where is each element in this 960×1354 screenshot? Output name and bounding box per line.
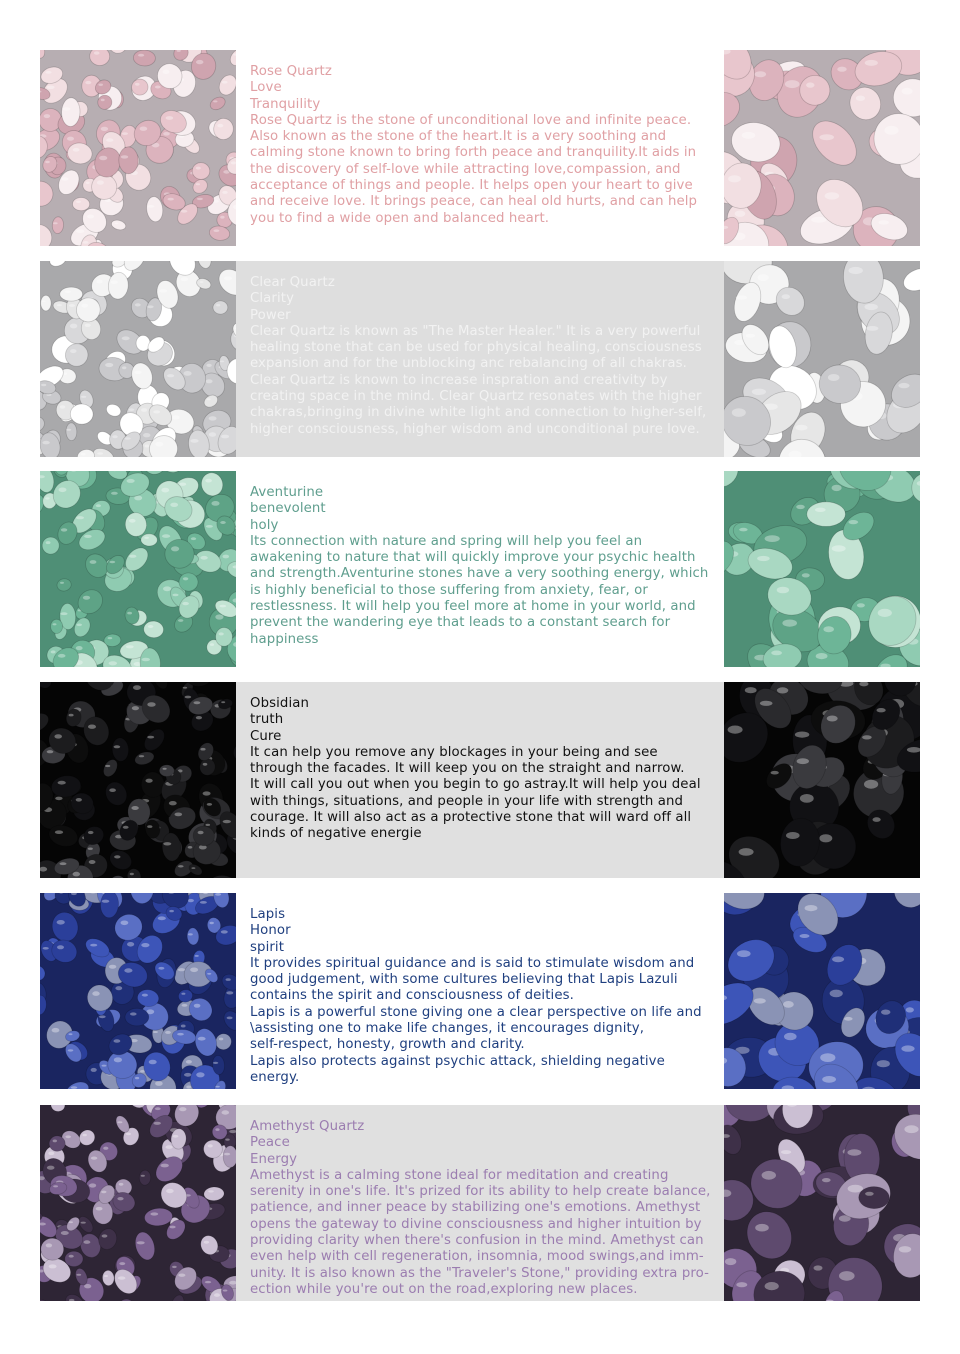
stone-keyword-1: truth: [250, 712, 284, 728]
stone-keyword-1: Clarity: [250, 291, 295, 307]
stone-text: [250, 1119, 720, 1298]
stone-row-lapis: [40, 893, 920, 1089]
stone-name: Lapis: [250, 907, 286, 922]
stone-text: [250, 485, 720, 648]
stone-keyword-2: spirit: [250, 939, 285, 955]
stone-row-amethyst: [40, 1105, 920, 1301]
clear-quartz-chips-photo: [40, 261, 236, 457]
stone-row-aventurine: [40, 471, 920, 667]
stone-text: [250, 275, 720, 438]
stone-keyword-2: Power: [250, 307, 291, 323]
stone-keyword-1: Peace: [250, 1135, 290, 1151]
lapis-tumbled-photo: [724, 893, 920, 1089]
stone-row-obsidian: [40, 682, 920, 878]
stone-name: Aventurine: [250, 485, 324, 500]
rose-quartz-tumbled-photo: [724, 50, 920, 246]
amethyst-tumbled-photo: [724, 1105, 920, 1301]
stone-description: Clear Quartz is known as "The Master Healer." It is a very powerful healing stone that can be used for physical healing, consciousness expansion and for the unblocking anc rebalancing of all chakras. Clear Quartz is known to increase inspration and creativity by creating space in the mind. Clear Quartz resonates with the higher chakras,bringing in divine white light and connection to higher-self, higher consciousness, higher wisdom and unconditional pure love.: [250, 323, 707, 437]
stone-keyword-2: Energy: [250, 1151, 298, 1167]
stone-keyword-1: Love: [250, 80, 282, 96]
stone-name: Clear Quartz: [250, 275, 335, 290]
stone-description: It can help you remove any blockages in your being and see through the facades. It will keep you on the straight and narrow. It will call you out when you begin to go astray.It will help you deal with things, situations, and people in your life with strength and courage. It will also act as a protective stone that will ward off all kinds of negative energie: [250, 744, 701, 842]
stone-description: Amethyst is a calming stone ideal for meditation and creating serenity in one's life. It's prized for its ability to help create balance, patience, and inner peace by stabilizing one's emotions. Amethyst opens the gateway to divine consciousness and higher intuition by providing clarity when there's confusion in the mind. Amethyst can even help with cell regeneration, insomnia, mood swings,and imm- unity. It is also known as the "Traveler's Stone," providing extra pro- ection while you're out on the road,exploring new places.: [250, 1167, 711, 1297]
lapis-chips-photo: [40, 893, 236, 1089]
stone-description: It provides spiritual guidance and is said to stimulate wisdom and good judgement, with some cultures believing that Lapis Lazuli contains the spirit and consciousness of deities. Lapis is a powerful stone giving one a clear perspective on life and \assisting one to make life changes, it encourages dignity, self-respect, honesty, growth and clarity. Lapis also protects against psychic attack, shielding negative energy.: [250, 955, 702, 1085]
aventurine-tumbled-photo: [724, 471, 920, 667]
stone-keyword-2: Cure: [250, 728, 282, 744]
stone-name: Amethyst Quartz: [250, 1119, 365, 1134]
stone-keyword-2: holy: [250, 517, 279, 533]
rose-quartz-chips-photo: [40, 50, 236, 246]
stone-description: Its connection with nature and spring will help you feel an awakening to nature that will quickly improve your psychic health and strength.Aventurine stones have a very soothing energy, which is highly beneficial to those suffering from anxiety, fear, or restlessness. It will help you feel more at home in your world, and prevent the wandering eye that leads to a constant search for happiness: [250, 533, 709, 647]
stone-row-rose-quartz: [40, 50, 920, 246]
stone-row-clear-quartz: [40, 261, 920, 457]
obsidian-tumbled-photo: [724, 682, 920, 878]
amethyst-chips-photo: [40, 1105, 236, 1301]
stone-keyword-1: benevolent: [250, 501, 326, 517]
clear-quartz-points-photo: [724, 261, 920, 457]
stone-name: Obsidian: [250, 696, 310, 711]
stone-name: Rose Quartz: [250, 64, 332, 79]
obsidian-chips-photo: [40, 682, 236, 878]
stone-keyword-2: Tranquility: [250, 96, 321, 112]
stone-keyword-1: Honor: [250, 923, 291, 939]
stone-text: [250, 696, 720, 843]
stone-text: [250, 907, 720, 1086]
stone-text: [250, 64, 720, 227]
aventurine-chips-photo: [40, 471, 236, 667]
stone-description: Rose Quartz is the stone of unconditional love and infinite peace. Also known as the stone of the heart.It is a very soothing and calming stone known to bring forth peace and tranquility.It aids in the discovery of self-love while attracting love,compassion, and acceptance of things and people. It helps open your heart to give and receive love. It brings peace, can heal old hurts, and can help you to find a wide open and balanced heart.: [250, 112, 698, 226]
